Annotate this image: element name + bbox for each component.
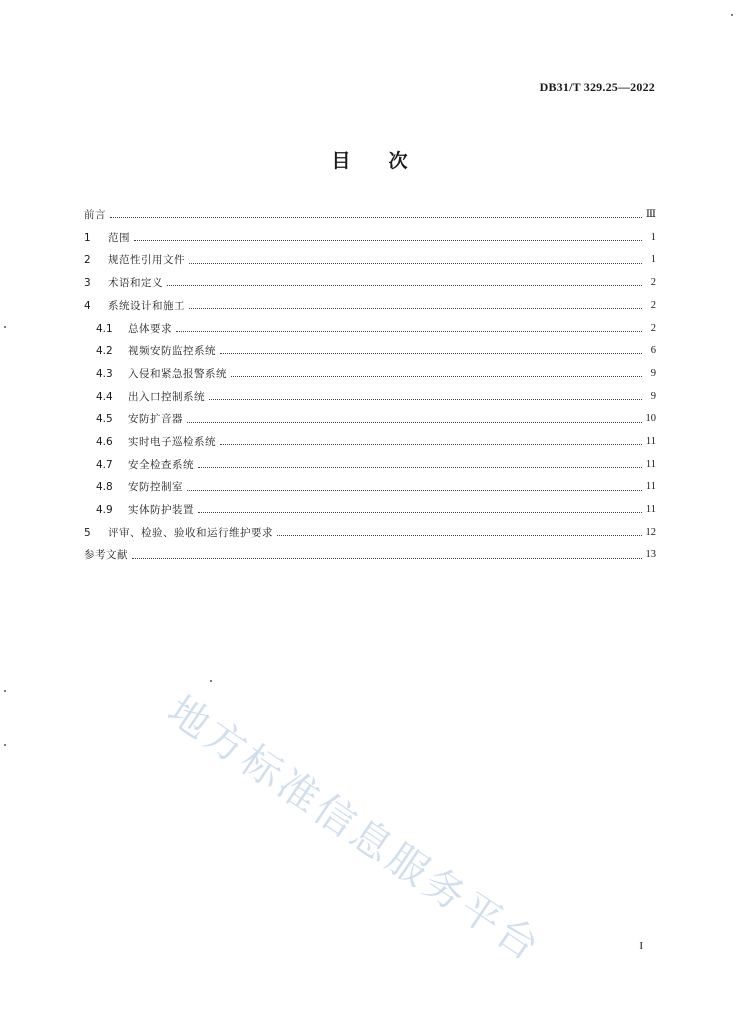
dot-leader <box>220 352 642 354</box>
dot-leader <box>187 421 642 423</box>
scan-speck <box>4 744 6 746</box>
toc-entry-title: 前言 <box>84 209 106 222</box>
watermark: 地方标准信息服务平台 <box>159 687 550 972</box>
toc-entry-5[interactable] <box>84 522 656 545</box>
toc-entry-number: 4.1 <box>96 322 113 335</box>
toc-entry-page: Ⅲ <box>645 209 656 221</box>
toc-entry-page: 9 <box>650 367 656 379</box>
page-number: I <box>639 940 643 952</box>
toc-entry-page: 2 <box>650 277 656 289</box>
toc-entry-page: 2 <box>650 299 656 311</box>
toc-entry-number: 3 <box>84 277 91 290</box>
toc-entry-3[interactable] <box>84 272 656 295</box>
toc-entry-title: 入侵和紧急报警系统 <box>128 367 227 380</box>
toc-entry-page: 11 <box>645 435 656 447</box>
table-of-contents <box>84 204 656 567</box>
toc-entry-foreword[interactable] <box>84 204 656 227</box>
toc-entry-page: 6 <box>650 345 656 357</box>
toc-entry-4-6[interactable] <box>84 431 656 454</box>
toc-entry-page: 9 <box>650 390 656 402</box>
document-code: DB31/T 329.25—2022 <box>539 80 655 94</box>
toc-entry-number: 1 <box>84 231 91 244</box>
toc-heading <box>0 146 739 173</box>
dot-leader <box>198 511 642 513</box>
dot-leader <box>110 216 642 218</box>
toc-entry-title: 参考文献 <box>84 549 128 562</box>
toc-entry-number: 4.7 <box>96 458 113 471</box>
dot-leader <box>134 239 642 241</box>
toc-entry-title: 出入口控制系统 <box>128 390 205 403</box>
toc-entry-4-4[interactable] <box>84 386 656 409</box>
toc-entry-2[interactable] <box>84 249 656 272</box>
toc-entry-number: 4.3 <box>96 367 113 380</box>
toc-entry-4-5[interactable] <box>84 408 656 431</box>
dot-leader <box>209 398 642 400</box>
toc-entry-page: 12 <box>645 526 656 538</box>
scan-speck <box>731 14 733 16</box>
toc-entry-page: 11 <box>645 458 656 470</box>
dot-leader <box>189 262 642 264</box>
scan-speck <box>4 690 6 692</box>
dot-leader <box>198 466 642 468</box>
toc-entry-title: 实时电子巡检系统 <box>128 435 216 448</box>
toc-entry-title: 视频安防监控系统 <box>128 345 216 358</box>
dot-leader <box>176 330 642 332</box>
toc-heading-char-2: 次 <box>388 150 408 172</box>
toc-entry-number: 4.4 <box>96 390 113 403</box>
toc-entry-page: 1 <box>650 231 656 243</box>
toc-entry-title: 术语和定义 <box>108 277 163 290</box>
toc-entry-4-2[interactable] <box>84 340 656 363</box>
dot-leader <box>220 443 642 445</box>
scan-speck <box>4 326 6 328</box>
toc-entry-page: 13 <box>645 549 656 561</box>
toc-entry-page: 11 <box>645 481 656 493</box>
toc-entry-4[interactable] <box>84 295 656 318</box>
toc-entry-title: 评审、检验、验收和运行维护要求 <box>108 526 273 539</box>
toc-entry-title: 规范性引用文件 <box>108 254 185 267</box>
toc-entry-references[interactable] <box>84 544 656 567</box>
toc-entry-number: 4.8 <box>96 481 113 494</box>
dot-leader <box>231 375 642 377</box>
toc-entry-title: 总体要求 <box>128 322 172 335</box>
toc-entry-number: 4.9 <box>96 504 113 517</box>
dot-leader <box>189 307 642 309</box>
toc-entry-number: 4.2 <box>96 345 113 358</box>
toc-entry-title: 安防控制室 <box>128 481 183 494</box>
toc-heading-char-1: 目 <box>331 150 351 172</box>
toc-entry-number: 2 <box>84 254 91 267</box>
toc-entry-title: 系统设计和施工 <box>108 299 185 312</box>
toc-entry-number: 5 <box>84 526 91 539</box>
toc-entry-title: 安全检查系统 <box>128 458 194 471</box>
toc-entry-page: 11 <box>645 504 656 516</box>
toc-entry-number: 4.5 <box>96 413 113 426</box>
toc-entry-page: 1 <box>650 254 656 266</box>
dot-leader <box>277 534 642 536</box>
toc-entry-title: 实体防护装置 <box>128 504 194 517</box>
toc-entry-4-7[interactable] <box>84 454 656 477</box>
toc-entry-page: 2 <box>650 322 656 334</box>
toc-entry-page: 10 <box>645 413 656 425</box>
toc-entry-title: 安防扩音器 <box>128 413 183 426</box>
toc-entry-4-3[interactable] <box>84 363 656 386</box>
dot-leader <box>132 557 642 559</box>
toc-entry-number: 4 <box>84 299 91 312</box>
toc-entry-4-9[interactable] <box>84 499 656 522</box>
dot-leader <box>187 489 642 491</box>
toc-entry-1[interactable] <box>84 227 656 250</box>
toc-entry-4-8[interactable] <box>84 476 656 499</box>
toc-entry-number: 4.6 <box>96 435 113 448</box>
scan-speck <box>210 680 212 682</box>
toc-entry-4-1[interactable] <box>84 317 656 340</box>
toc-entry-title: 范围 <box>108 231 130 244</box>
dot-leader <box>167 284 642 286</box>
